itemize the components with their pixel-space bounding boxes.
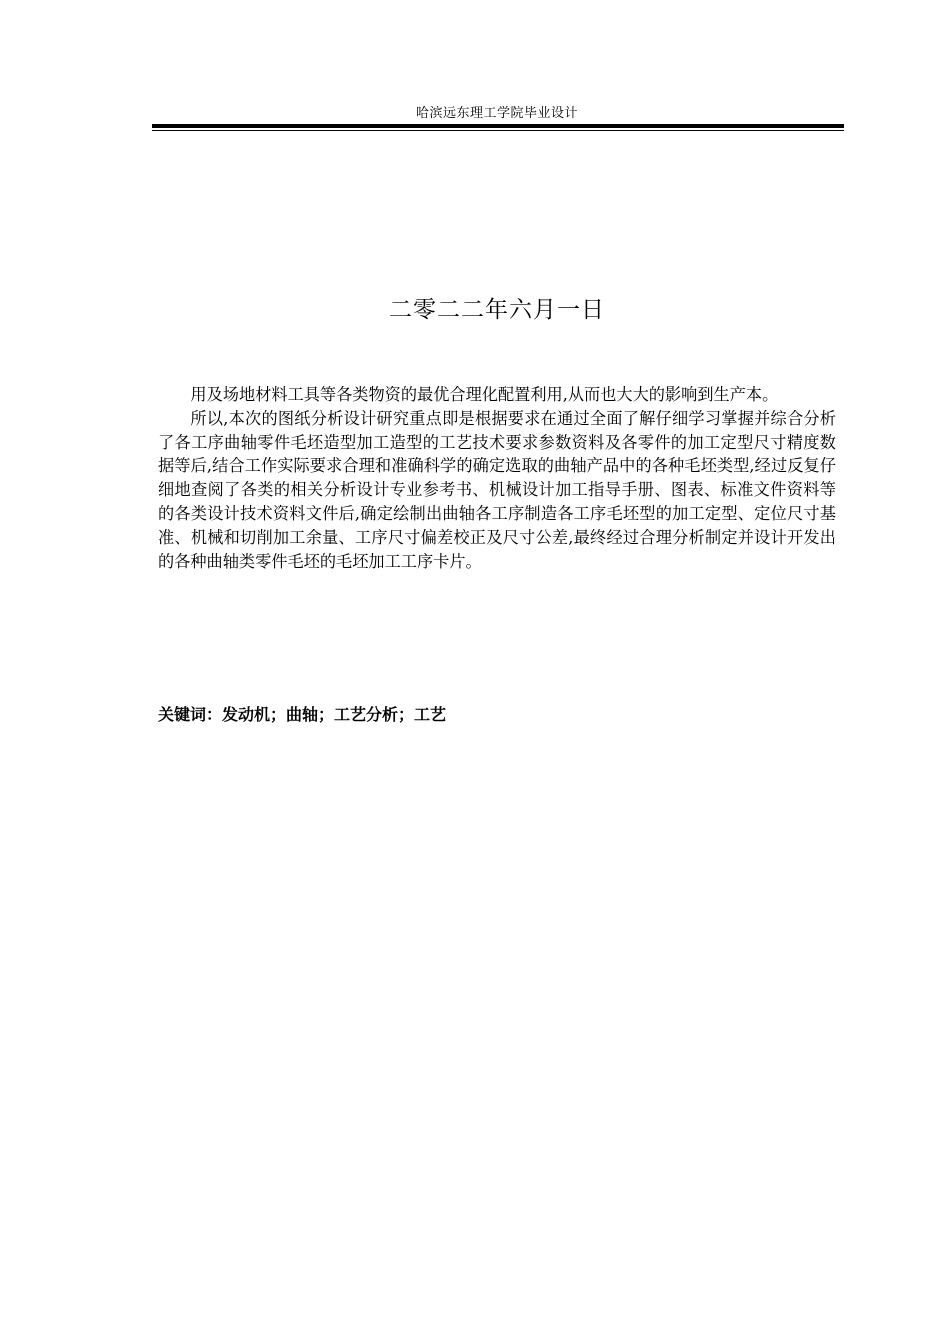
date-line: 二零二二年六月一日 (389, 297, 605, 323)
header-rule-thick (152, 124, 844, 128)
paragraph-1: 用及场地材料工具等各类物资的最优合理化配置利用,从而也大大的影响到生产本。 (190, 385, 779, 404)
body-text (158, 383, 836, 573)
paragraph-2: 所以,本次的图纸分析设计研究重点即是根据要求在通过全面了解仔细学习掌握并综合分析了各工序曲轴零件毛坯造型加工造型的工艺技术要求参数资料及各零件的加工定型尺寸精度数据等后,结合工作实际要求合理和准确科学的确定选取的曲轴产品中的各种毛坯类型,经过反复仔细地查阅了各类的相关分析设计专业参考书、机械设计加工指导手册、图表、标准文件资料等的各类设计技术资料文件后,确定绘制出曲轴各工序制造各工序毛坯型的加工定型、定位尺寸基准、机械和切削加工余量、工序尺寸偏差校正及尺寸公差,最终经过合理分析制定并设计开发出的各种曲轴类零件毛坯的毛坯加工工序卡片。 (158, 408, 836, 571)
keywords-line: 关键词：发动机；曲轴；工艺分析；工艺 (158, 705, 447, 724)
page-header-title: 哈滨远东理工学院毕业设计 (415, 106, 578, 121)
header-rule-thin (152, 130, 844, 131)
